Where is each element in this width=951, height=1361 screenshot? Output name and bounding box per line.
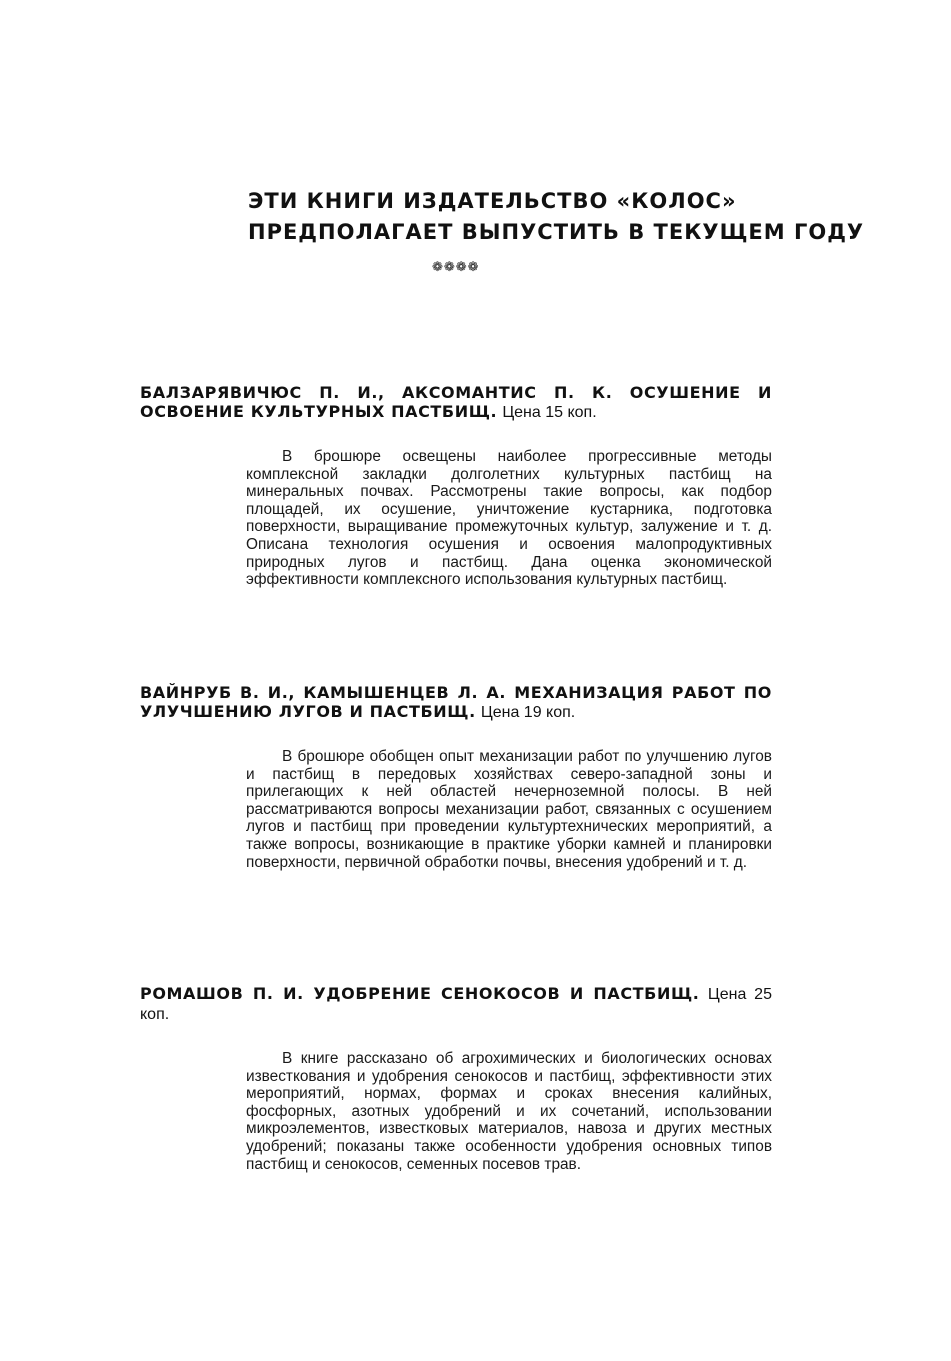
book-title: ВАЙНРУБ В. И., КАМЫШЕНЦЕВ Л. А. МЕХАНИЗАЦИЯ РАБОТ ПО УЛУЧШЕНИЮ ЛУГОВ И ПАСТБИЩ.	[140, 683, 772, 721]
book-entry	[140, 984, 772, 1173]
book-title-line	[140, 984, 772, 1024]
book-description: В брошюре обобщен опыт механизации работ по улучшению лугов и пастбищ в передовых хозяйствах северо-западной зоны и прилегающих к ней областей нечерноземной полосы. В ней рассматриваются вопросы механизации работ, связанных с осушением лугов и пастбищ при проведении культуртехнических мероприятий, а также вопросы, возникающие в практике уборки камней и планировки поверхности, первичной обработки почвы, внесения удобрений и т. д.	[246, 748, 772, 871]
header-line-1: ЭТИ КНИГИ ИЗДАТЕЛЬСТВО «КОЛОС»	[248, 189, 737, 213]
book-price: Цена 15 коп.	[502, 404, 597, 421]
book-entry	[140, 683, 772, 871]
book-description: В брошюре освещены наиболее прогрессивные методы комплексной закладки долголетних культурных пастбищ на минеральных почвах. Рассмотрены такие вопросы, как подбор площадей, их осушение, уничтожение кустарника, подготовка поверхности, выращивание промежуточных культур, залужение и т. д. Описана технология осушения и освоения малопродуктивных природных лугов и пастбищ. Дана оценка экономической эффективности комплексного использования культурных пастбищ.	[246, 448, 772, 589]
book-description: В книге рассказано об агрохимических и биологических основах известкования и удобрения сенокосов и пастбищ, эффективности этих мероприятий, нормах, формах и сроках внесения калийных, фосфорных, азотных удобрений и их сочетаний, использовании микроэлементов, известковых материалов, навоза и других местных удобрений; показаны также особенности удобрения основных типов пастбищ и сенокосов, семенных посевов трав.	[246, 1050, 772, 1173]
book-title-line	[140, 383, 772, 422]
book-title: БАЛЗАРЯВИЧЮС П. И., АКСОМАНТИС П. К. ОСУШЕНИЕ И ОСВОЕНИЕ КУЛЬТУРНЫХ ПАСТБИЩ.	[140, 383, 772, 421]
book-entry	[140, 383, 772, 589]
book-title: РОМАШОВ П. И. УДОБРЕНИЕ СЕНОКОСОВ И ПАСТБИЩ.	[140, 984, 700, 1003]
page-header	[248, 186, 865, 248]
book-title-line	[140, 683, 772, 722]
book-price: Цена 19 коп.	[480, 704, 576, 721]
ornament-divider: ❁❁❁❁	[432, 260, 480, 275]
header-line-2: ПРЕДПОЛАГАЕТ ВЫПУСТИТЬ В ТЕКУЩЕМ ГОДУ	[248, 220, 865, 244]
book-price: Цена 25 коп.	[140, 986, 772, 1023]
